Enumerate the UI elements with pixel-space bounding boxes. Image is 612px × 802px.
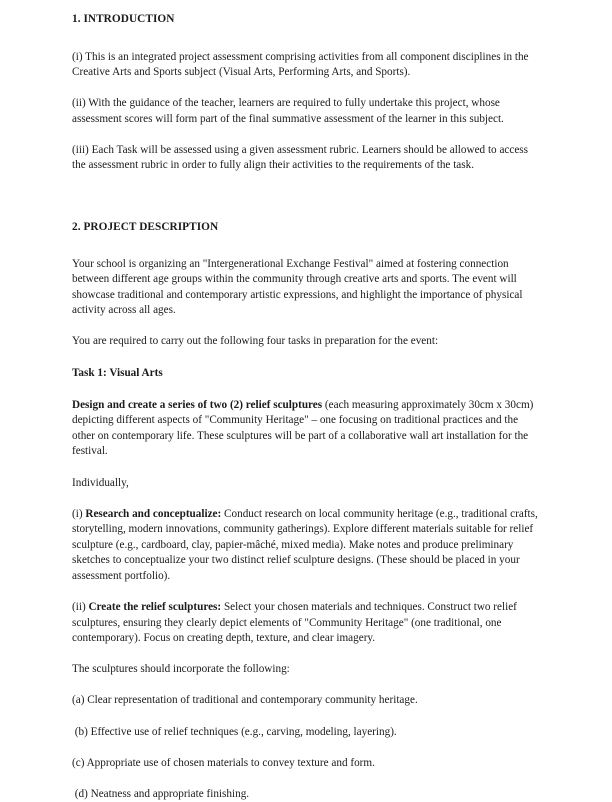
spacer bbox=[72, 81, 542, 97]
task-1-step-ii bbox=[72, 600, 542, 647]
spacer bbox=[72, 236, 542, 257]
task-1-step-ii-marker: (ii) bbox=[72, 601, 89, 614]
spacer bbox=[72, 678, 542, 694]
intro-paragraph-iii: (iii) Each Task will be assessed using a given assessment rubric. Learners should be allowed to access the assessment rubric in order to fully align their activities to the requirements of the task. bbox=[72, 143, 531, 172]
document-body bbox=[72, 12, 542, 802]
individually-label: Individually, bbox=[72, 476, 129, 489]
tasks-intro-paragraph: You are required to carry out the following four tasks in preparation for the event: bbox=[72, 335, 439, 348]
spacer bbox=[72, 382, 542, 398]
spacer bbox=[72, 647, 542, 663]
spacer bbox=[72, 319, 542, 335]
task-1-step-ii-rest: Select your chosen materials and techniques. Construct two relief sculptures, ensuring they clearly depict elements of "Community Heritage" (one traditional, one contemporary). Focus on creating depth, texture, and clear imagery. bbox=[72, 601, 520, 645]
spacer bbox=[72, 709, 542, 725]
spacer bbox=[72, 740, 542, 756]
intro-paragraph-ii: (ii) With the guidance of the teacher, learners are required to fully undertake this project, whose assessment scores will form part of the final summative assessment of the learner in this subject. bbox=[72, 97, 504, 125]
task-1-step-i bbox=[72, 507, 542, 585]
spacer bbox=[72, 174, 542, 220]
task-1-heading: Task 1: Visual Arts bbox=[72, 367, 163, 380]
criteria-item-d: (d) Neatness and appropriate finishing. bbox=[72, 787, 250, 800]
spacer bbox=[72, 350, 542, 366]
spacer bbox=[72, 28, 542, 50]
spacer bbox=[72, 771, 542, 787]
spacer bbox=[72, 127, 542, 143]
criteria-item-a: (a) Clear representation of traditional and contemporary community heritage. bbox=[72, 694, 418, 707]
task-1-step-ii-bold: Create the relief sculptures: bbox=[88, 601, 222, 614]
section-heading-project-description: 2. PROJECT DESCRIPTION bbox=[72, 221, 219, 234]
task-1-brief bbox=[72, 398, 542, 460]
task-1-brief-bold: Design and create a series of two (2) relief sculptures bbox=[72, 398, 323, 411]
task-1-step-i-marker: (i) bbox=[72, 507, 86, 520]
spacer bbox=[72, 585, 542, 601]
task-1-step-i-bold: Research and conceptualize: bbox=[85, 507, 222, 520]
project-description-paragraph: Your school is organizing an "Intergenerational Exchange Festival" aimed at fostering connection between different age groups within the community through creative arts and sports. The event will showcase traditional and contemporary artistic expressions, and highlight the importance of physical activity across all ages. bbox=[72, 257, 526, 317]
spacer bbox=[72, 460, 542, 476]
criteria-item-c: (c) Appropriate use of chosen materials to convey texture and form. bbox=[72, 756, 375, 769]
criteria-intro: The sculptures should incorporate the following: bbox=[72, 663, 290, 676]
task-1-step-i-rest: Conduct research on local community heritage (e.g., traditional crafts, storytelling, modern innovations, community gatherings). Explore different materials suitable for relief sculpture (e.g., cardboard, clay, papier-mâché, mixed media). Make notes and produce preliminary sketches to conceptualize your two distinct relief sculpture designs. (These should be placed in your assessment portfolio). bbox=[72, 507, 541, 582]
task-1-brief-rest: (each measuring approximately 30cm x 30cm) depicting different aspects of "Community Heritage" – one focusing on traditional practices and the other on contemporary life. These sculptures will be part of a collaborative wall art installation for the festival. bbox=[72, 398, 537, 458]
spacer bbox=[72, 491, 542, 507]
intro-paragraph-i: (i) This is an integrated project assessment comprising activities from all component disciplines in the Creative Arts and Sports subject (Visual Arts, Performing Arts, and Sports). bbox=[72, 50, 532, 79]
section-heading-introduction: 1. INTRODUCTION bbox=[72, 13, 175, 25]
criteria-item-b: (b) Effective use of relief techniques (e.g., carving, modeling, layering). bbox=[72, 725, 397, 738]
